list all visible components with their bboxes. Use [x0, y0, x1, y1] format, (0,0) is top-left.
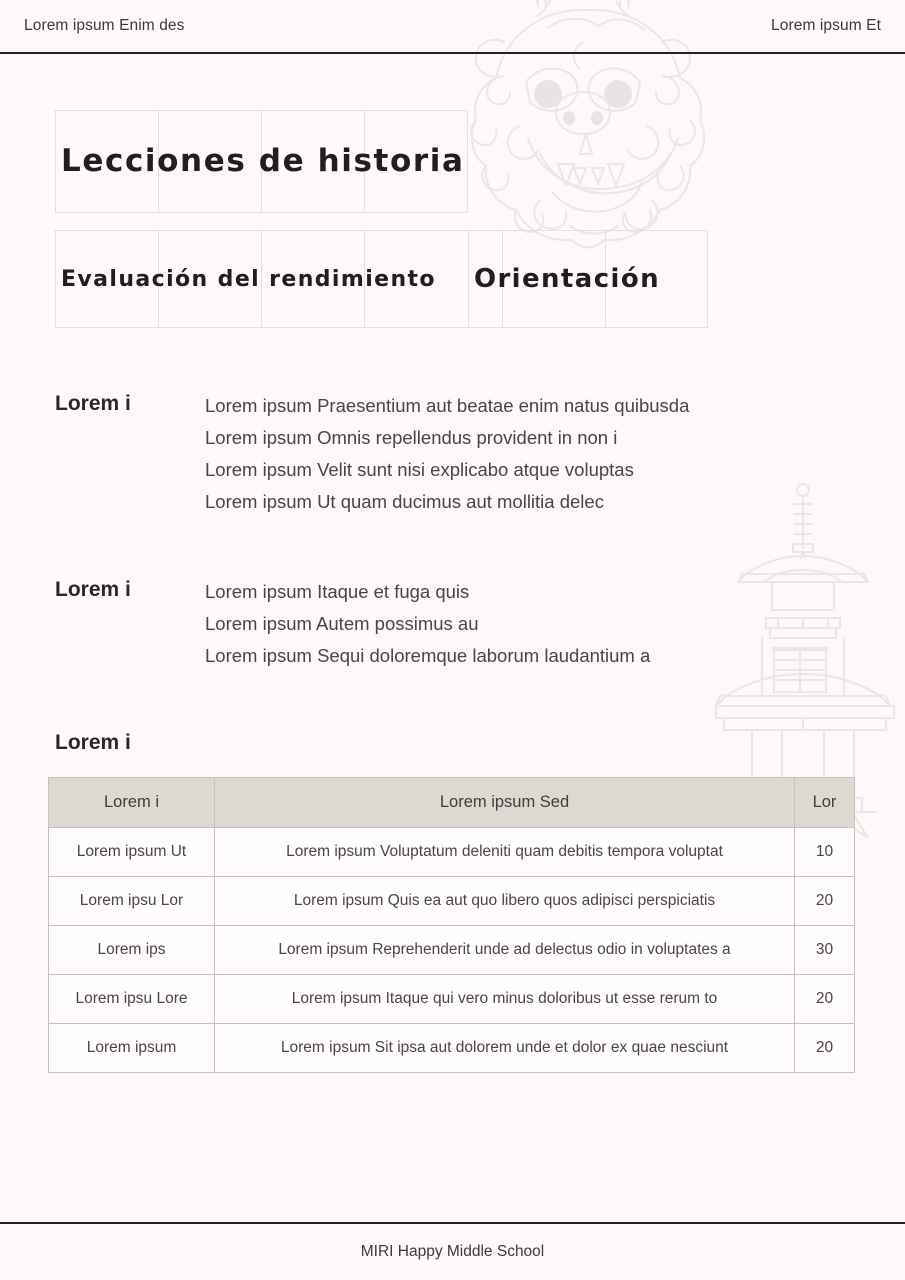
table-cell-value: 20	[795, 877, 855, 926]
section-line: Lorem ipsum Velit sunt nisi explicabo atque voluptas	[205, 459, 634, 480]
section-line: Lorem ipsum Praesentium aut beatae enim natus quibusda	[205, 395, 690, 416]
section-lines	[205, 390, 689, 518]
header-left-text: Lorem ipsum Enim des	[24, 17, 185, 34]
content-section	[55, 390, 905, 518]
table-row	[49, 828, 855, 877]
table-cell-name: Lorem ipsum	[49, 1024, 215, 1073]
header-right-text: Lorem ipsum Et	[771, 17, 881, 34]
table-cell-value: 10	[795, 828, 855, 877]
secondary-title-left: Evaluación del rendimiento	[61, 266, 436, 292]
table-header-cell: Lorem ipsum Sed	[215, 778, 795, 828]
section-line: Lorem ipsum Ut quam ducimus aut mollitia delec	[205, 491, 604, 512]
table-cell-description: Lorem ipsum Reprehenderit unde ad delectus odio in voluptates a	[215, 926, 795, 975]
footer-text: MIRI Happy Middle School	[360, 1243, 545, 1260]
table-cell-description: Lorem ipsum Quis ea aut quo libero quos adipisci perspiciatis	[215, 877, 795, 926]
table-cell-value: 30	[795, 926, 855, 975]
table-cell-description: Lorem ipsum Voluptatum deleniti quam debitis tempora voluptat	[215, 828, 795, 877]
secondary-title-block	[55, 230, 905, 328]
section-line: Lorem ipsum Sequi doloremque laborum laudantium a	[205, 645, 651, 666]
table-cell-name: Lorem ipsu Lore	[49, 975, 215, 1024]
data-table	[48, 777, 855, 1073]
table-header-cell: Lorem i	[49, 778, 215, 828]
table-header-row	[49, 778, 855, 828]
table-row	[49, 926, 855, 975]
table-row	[49, 975, 855, 1024]
table-cell-description: Lorem ipsum Itaque qui vero minus doloribus ut esse rerum to	[215, 975, 795, 1024]
table-row	[49, 877, 855, 926]
document-content	[0, 54, 905, 1073]
section-label: Lorem i	[55, 392, 131, 415]
table-cell-name: Lorem ipsum Ut	[49, 828, 215, 877]
table-cell-description: Lorem ipsum Sit ipsa aut dolorem unde et dolor ex quae nesciunt	[215, 1024, 795, 1073]
section-line: Lorem ipsum Autem possimus au	[205, 613, 479, 634]
table-section-label: Lorem i	[55, 731, 131, 754]
secondary-title-right: Orientación	[473, 264, 661, 294]
table-header-cell: Lor	[795, 778, 855, 828]
table-cell-name: Lorem ipsu Lor	[49, 877, 215, 926]
section-line: Lorem ipsum Omnis repellendus provident in non i	[205, 427, 618, 448]
table-row	[49, 1024, 855, 1073]
page-title: Lecciones de historia	[61, 143, 465, 179]
table-cell-name: Lorem ips	[49, 926, 215, 975]
table-cell-value: 20	[795, 1024, 855, 1073]
section-label: Lorem i	[55, 578, 131, 601]
table-cell-value: 20	[795, 975, 855, 1024]
section-lines	[205, 576, 650, 672]
main-title-block	[55, 110, 905, 213]
section-line: Lorem ipsum Itaque et fuga quis	[205, 581, 470, 602]
page-header	[0, 0, 905, 54]
page-footer	[0, 1222, 905, 1280]
content-section	[55, 576, 905, 672]
